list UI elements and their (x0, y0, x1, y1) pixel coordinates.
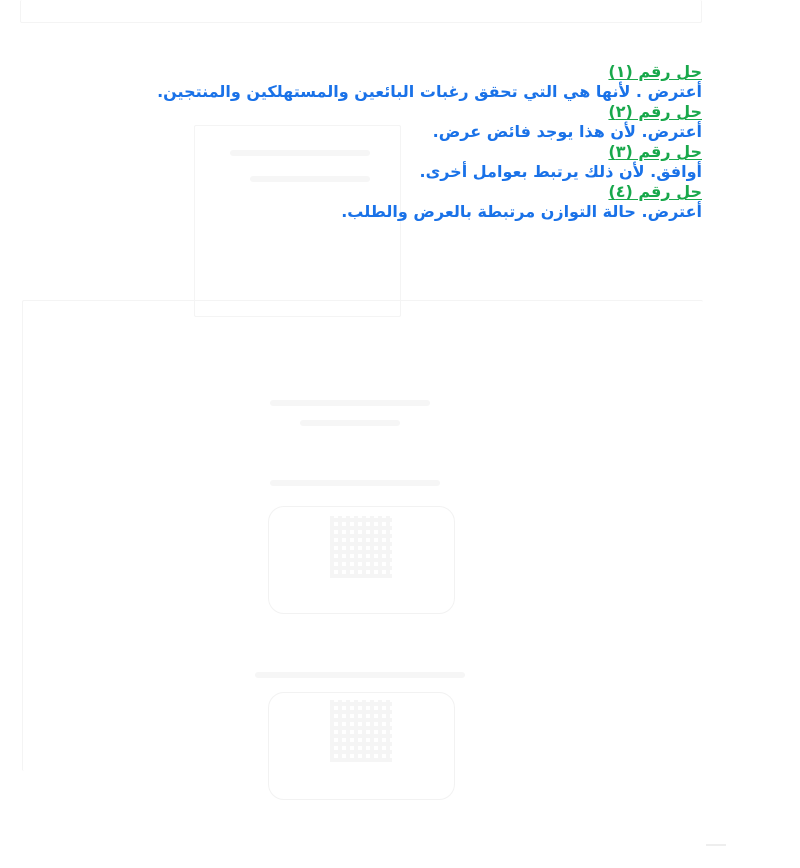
solutions-list (12, 62, 702, 222)
background-divider (706, 844, 726, 846)
background-line (255, 672, 465, 678)
solution-answer: أعترض. حالة التوازن مرتبطة بالعرض والطلب. (341, 202, 702, 221)
solution-heading: حل رقم (٢) (608, 102, 702, 121)
background-qr-code (330, 700, 392, 762)
solution-item (12, 102, 702, 142)
solution-heading: حل رقم (٤) (608, 182, 702, 201)
background-line (270, 480, 440, 486)
solution-answer: أوافق. لأن ذلك يرتبط بعوامل أخرى. (419, 162, 702, 181)
solution-answer: أعترض . لأنها هي التي تحقق رغبات البائعين والمستهلكين والمنتجين. (157, 82, 702, 101)
background-frame-top (20, 0, 702, 23)
solution-item (12, 142, 702, 182)
solution-item (12, 62, 702, 102)
solution-heading: حل رقم (٣) (608, 142, 702, 161)
background-qr-code (330, 516, 392, 578)
solution-heading: حل رقم (١) (608, 62, 702, 81)
background-line (270, 400, 430, 406)
background-line (300, 420, 400, 426)
solution-answer: أعترض. لأن هذا يوجد فائض عرض. (432, 122, 702, 141)
solution-item (12, 182, 702, 222)
